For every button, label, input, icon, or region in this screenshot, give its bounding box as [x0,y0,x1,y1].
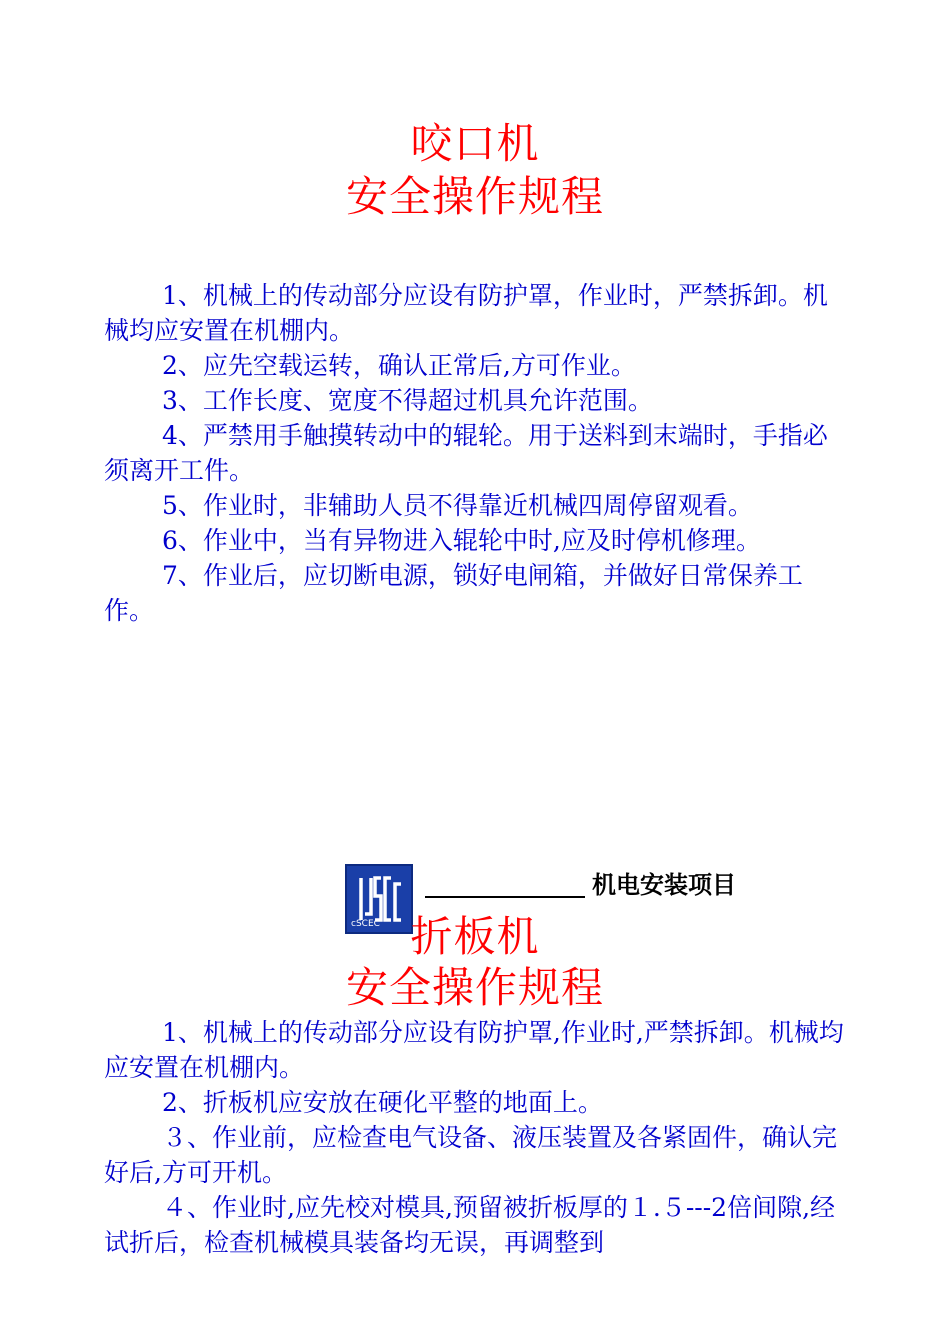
section1-rule-7: 7、作业后，应切断电源，锁好电闸箱，并做好日常保养工作。 [104,561,803,625]
project-label: 机电安装项目 [592,871,736,899]
section2-rule-2: 2、折板机应安放在硬化平整的地面上。 [162,1088,603,1117]
section1-rule-3: 3、工作长度、宽度不得超过机具允许范围。 [162,386,653,415]
logo-text: cSCEC [351,919,380,929]
section1-rules [104,278,844,628]
section1-title-line2: 安全操作规程 [345,172,604,221]
section1-rule-6: 6、作业中，当有异物进入辊轮中时,应及时停机修理。 [162,526,761,555]
section1-title-line1: 咬口机 [410,119,540,168]
section2-rule-4: ４、作业时,应先校对模具,预留被折板厚的１.５---2倍间隙,经试折后，检查机械模具装备均无误，再调整到 [104,1193,836,1257]
section1-rule-5: 5、作业时，非辅助人员不得靠近机械四周停留观看。 [162,491,753,520]
section2-rule-1: 1、机械上的传动部分应设有防护罩,作业时,严禁拆卸。机械均应安置在机棚内。 [104,1018,844,1082]
section2-title-line1: 折板机 [410,912,540,961]
section2-rule-3: ３、作业前，应检查电气设备、液压装置及各紧固件，确认完好后,方可开机。 [104,1123,838,1187]
section1-rule-4: 4、严禁用手触摸转动中的辊轮。用于送料到末端时，手指必须离开工件。 [104,421,828,485]
section1-rule-2: 2、应先空载运转，确认正常后,方可作业。 [162,351,636,380]
section1-rule-1: 1、机械上的传动部分应设有防护罩，作业时，严禁拆卸。机械均应安置在机棚内。 [104,281,828,345]
section2-title-line2: 安全操作规程 [345,963,604,1012]
project-name-blank-line [425,896,585,898]
section2-rules [104,1015,844,1260]
